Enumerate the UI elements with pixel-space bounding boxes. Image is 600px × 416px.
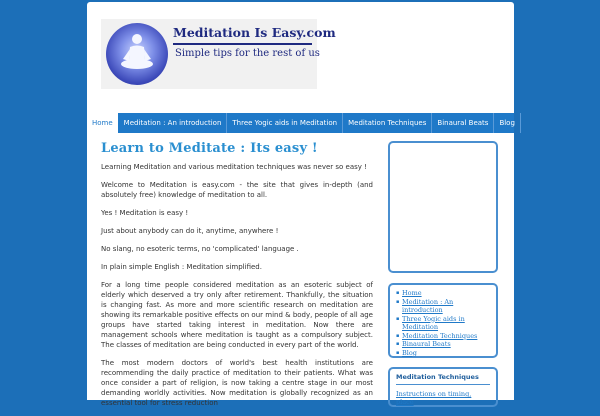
page-title: Learn to Meditate : Its easy ! <box>101 141 318 156</box>
nav-item-blog[interactable]: Blog <box>494 113 520 133</box>
sidebar-links-box <box>388 283 498 358</box>
logo-divider <box>173 43 312 45</box>
nav-item-home[interactable]: Home <box>87 113 119 133</box>
sidebar-link-home[interactable]: ▪ Home <box>396 289 492 298</box>
main-nav <box>87 113 514 133</box>
nav-item-yogic-aids[interactable]: Three Yogic aids in Meditation <box>227 113 343 133</box>
paragraph: Just about anybody can do it, anytime, anywhere ! <box>101 227 279 235</box>
sidebar-link-binaural-beats[interactable]: ▪ Binaural Beats <box>396 340 492 349</box>
logo-title: Meditation Is Easy.com <box>173 25 336 40</box>
sidebar-link-introduction[interactable]: ▪ Meditation : An introduction <box>396 298 492 315</box>
paragraph: Welcome to Meditation is easy.com - the site that gives in-depth (and absolutely free) knowledge of meditation to all. <box>101 181 373 199</box>
sidebar-link-list <box>396 289 492 357</box>
paragraph: The most modern doctors of world's best health institutions are recommending the daily practice of meditation to their patients. What was once consider a part of religion, is now taking a centre stage in our most demanding worldly activities. Now meditation is globally recognized as an essential tool for stress reduction <box>101 359 373 407</box>
sidebar-link-yogic-aids[interactable]: ▪ Three Yogic aids in Meditation <box>396 315 492 332</box>
logo-tagline: Simple tips for the rest of us <box>175 48 320 59</box>
sidebar-techniques-box <box>388 367 498 407</box>
paragraph: In plain simple English : Meditation simplified. <box>101 263 262 271</box>
techniques-link[interactable]: Instructions on timing, place <box>396 390 472 406</box>
paragraph: Learning Meditation and various meditation techniques was never so easy ! <box>101 163 367 171</box>
paragraph: No slang, no esoteric terms, no 'complicated' language . <box>101 245 299 253</box>
techniques-divider <box>396 384 490 385</box>
paragraph: For a long time people considered meditation as an esoteric subject of elderly which deserved a try only after retirement. Thankfully, the situation is changing fast. As more and more scientific research on meditation are showing its remarkable positive effects on our mind & body, people of all age groups have started taking interest in meditation. Now there are management schools where meditation is taught as a compulsory subject. The classes of meditation are being conducted in every part of the world. <box>101 281 373 349</box>
page-container <box>87 2 515 407</box>
nav-item-techniques[interactable]: Meditation Techniques <box>343 113 432 133</box>
sidebar-ad-box <box>388 141 498 273</box>
site-logo[interactable] <box>101 19 336 89</box>
techniques-title: Meditation Techniques <box>396 373 479 381</box>
nav-item-binaural-beats[interactable]: Binaural Beats <box>432 113 494 133</box>
main-content <box>101 141 373 416</box>
sidebar-link-techniques[interactable]: ▪ Meditation Techniques <box>396 332 492 341</box>
sidebar-link-blog[interactable]: ▪ Blog <box>396 349 492 358</box>
paragraph: Yes ! Meditation is easy ! <box>101 209 189 217</box>
meditation-figure-icon <box>106 23 168 85</box>
nav-item-introduction[interactable]: Meditation : An introduction <box>119 113 228 133</box>
